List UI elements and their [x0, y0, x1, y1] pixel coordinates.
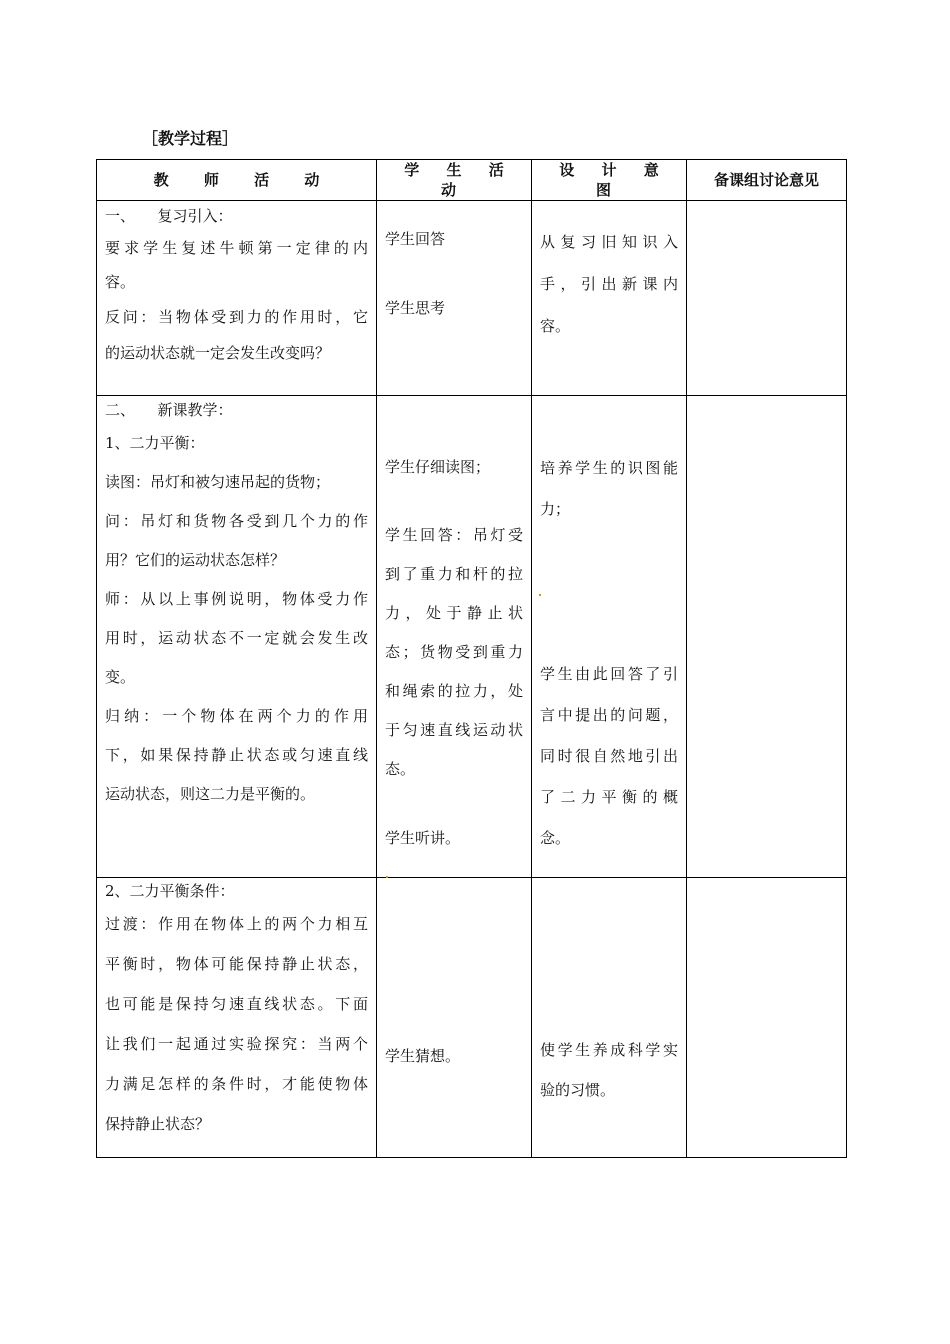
teacher-line: 平衡时，物体可能保持静止状态，: [105, 955, 368, 973]
header-discussion: 备课组讨论意见: [687, 160, 847, 201]
student-cell: [377, 201, 532, 396]
table-row: [97, 396, 847, 878]
design-line: 学生由此回答了引: [540, 665, 678, 683]
teacher-line: 力满足怎样的条件时，才能使物体: [105, 1075, 368, 1093]
discussion-cell: [687, 878, 847, 1158]
discussion-cell: [687, 396, 847, 878]
student-line: 学生猜想。: [385, 1047, 461, 1065]
header-row: [97, 160, 847, 201]
student-line: 学生回答: [385, 230, 446, 248]
design-line: 力；: [540, 500, 571, 518]
student-line: 态。: [385, 760, 416, 778]
design-line: 使学生养成科学实: [540, 1041, 678, 1059]
teacher-cell: [97, 201, 377, 396]
student-line: 到了重力和杆的拉: [385, 565, 523, 583]
design-line: 念。: [540, 829, 571, 847]
student-line: 学生思考: [385, 299, 446, 317]
student-line: 学生听讲。: [385, 829, 461, 847]
student-cell: [377, 396, 532, 878]
design-line: 培养学生的识图能: [540, 459, 678, 477]
design-line: 从复习旧知识入: [540, 233, 678, 251]
student-line: 学生回答：吊灯受: [385, 526, 523, 544]
teacher-line: 归纳：一个物体在两个力的作用: [105, 707, 368, 725]
stray-mark: [539, 594, 541, 596]
student-line: 于匀速直线运动状: [385, 721, 523, 739]
teacher-line: 用时，运动状态不一定就会发生改: [105, 629, 368, 647]
teacher-line: 问：吊灯和货物各受到几个力的作: [105, 512, 368, 530]
teacher-line: 用？它们的运动状态怎样？: [105, 551, 286, 569]
teacher-line: 二、 新课教学：: [105, 401, 233, 419]
teacher-line: 反问：当物体受到力的作用时，它: [105, 308, 368, 326]
design-line: 了二力平衡的概: [540, 788, 678, 806]
teacher-line: 要求学生复述牛顿第一定律的内: [105, 239, 368, 257]
teacher-cell: [97, 878, 377, 1158]
teacher-cell: [97, 396, 377, 878]
student-line: 态；货物受到重力: [385, 643, 523, 661]
table-row: [97, 878, 847, 1158]
teacher-line: 下，如果保持静止状态或匀速直线: [105, 746, 368, 764]
design-cell: [532, 396, 687, 878]
stray-mark: [386, 876, 388, 878]
design-line: 验的习惯。: [540, 1081, 616, 1099]
design-cell: [532, 878, 687, 1158]
teacher-line: 过渡：作用在物体上的两个力相互: [105, 915, 368, 933]
teacher-line: 一、 复习引入：: [105, 207, 233, 225]
header-student-activity: 学 生 活 动: [377, 160, 532, 201]
design-line: 言中提出的问题，: [540, 706, 678, 724]
teacher-line: 运动状态，则这二力是平衡的。: [105, 785, 316, 803]
student-line: 学生仔细读图；: [385, 458, 491, 476]
teacher-line: 师：从以上事例说明，物体受力作: [105, 590, 368, 608]
student-line: 力，处于静止状: [385, 604, 523, 622]
teacher-line: 变。: [105, 668, 136, 686]
teacher-line: 让我们一起通过实验探究：当两个: [105, 1035, 368, 1053]
student-cell: [377, 878, 532, 1158]
table-row: [97, 201, 847, 396]
teacher-line: 保持静止状态？: [105, 1115, 211, 1133]
student-line: 和绳索的拉力，处: [385, 682, 523, 700]
header-design-intent: 设 计 意 图: [532, 160, 687, 201]
design-cell: [532, 201, 687, 396]
lesson-process-table: [96, 159, 847, 1158]
header-teacher-activity: 教 师 活 动: [97, 160, 377, 201]
design-line: 同时很自然地引出: [540, 747, 678, 765]
design-line: 手，引出新课内: [540, 275, 678, 293]
teacher-line: 1、二力平衡：: [105, 434, 205, 452]
design-line: 容。: [540, 317, 571, 335]
teacher-line: 的运动状态就一定会发生改变吗？: [105, 344, 331, 362]
teacher-line: 读图：吊灯和被匀速吊起的货物；: [105, 473, 331, 491]
teacher-line: 容。: [105, 273, 136, 291]
teacher-line: 2、二力平衡条件：: [105, 882, 235, 900]
teacher-line: 也可能是保持匀速直线状态。下面: [105, 995, 368, 1013]
discussion-cell: [687, 201, 847, 396]
section-title: ［教学过程］: [142, 129, 239, 148]
